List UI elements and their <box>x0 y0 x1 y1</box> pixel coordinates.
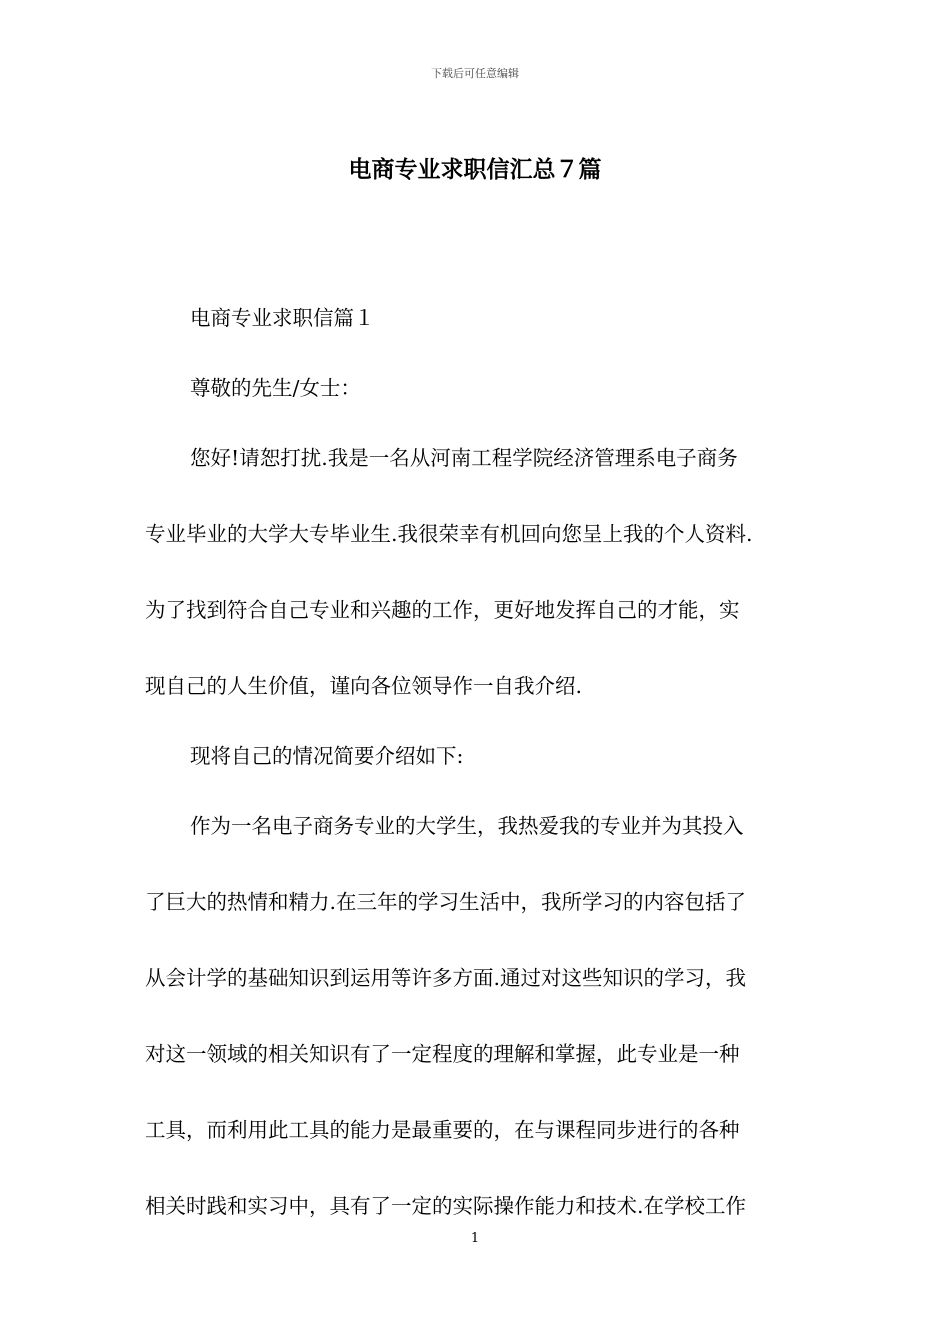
body-paragraph <box>145 721 811 791</box>
salutation <box>145 353 811 423</box>
paragraph-line: 现将自己的情况简要介绍如下: <box>190 744 464 768</box>
paragraph-line: 相关时践和实习中，具有了一定的实际操作能力和技术.在学校工作 <box>145 1194 747 1218</box>
body-paragraph <box>145 423 811 721</box>
body-paragraph <box>145 791 811 1241</box>
paragraph-line: 专业毕业的大学大专毕业生.我很荣幸有机回向您呈上我的个人资料. <box>145 522 753 546</box>
paragraph-line: 工具，而利用此工具的能力是最重要的，在与课程同步进行的各种 <box>145 1118 740 1142</box>
document-title: 电商专业求职信汇总７篇 <box>348 157 602 183</box>
paragraph-line: 现自己的人生价值，谨向各位领导作一自我介绍. <box>145 674 583 698</box>
paragraph-line: 对这一领域的相关知识有了一定程度的理解和掌握，此专业是一种 <box>145 1042 740 1066</box>
page-number: 1 <box>470 1231 480 1246</box>
section-heading <box>145 283 811 353</box>
section-heading-text: 电商专业求职信篇１ <box>190 306 375 330</box>
paragraph-line: 为了找到符合自己专业和兴趣的工作，更好地发挥自己的才能，实 <box>145 598 740 622</box>
document-body <box>145 283 811 1241</box>
paragraph-line: 您好!请恕打扰.我是一名从河南工程学院经济管理系电子商务 <box>190 446 738 470</box>
paragraph-line: 了巨大的热情和精力.在三年的学习生活中，我所学习的内容包括了 <box>145 890 747 914</box>
paragraph-line: 作为一名电子商务专业的大学生，我热爱我的专业并为其投入 <box>190 814 744 838</box>
salutation-text: 尊敬的先生/女士： <box>190 376 361 400</box>
header-note: 下载后可任意编辑 <box>431 67 519 80</box>
paragraph-line: 从会计学的基础知识到运用等许多方面.通过对这些知识的学习，我 <box>145 966 747 990</box>
